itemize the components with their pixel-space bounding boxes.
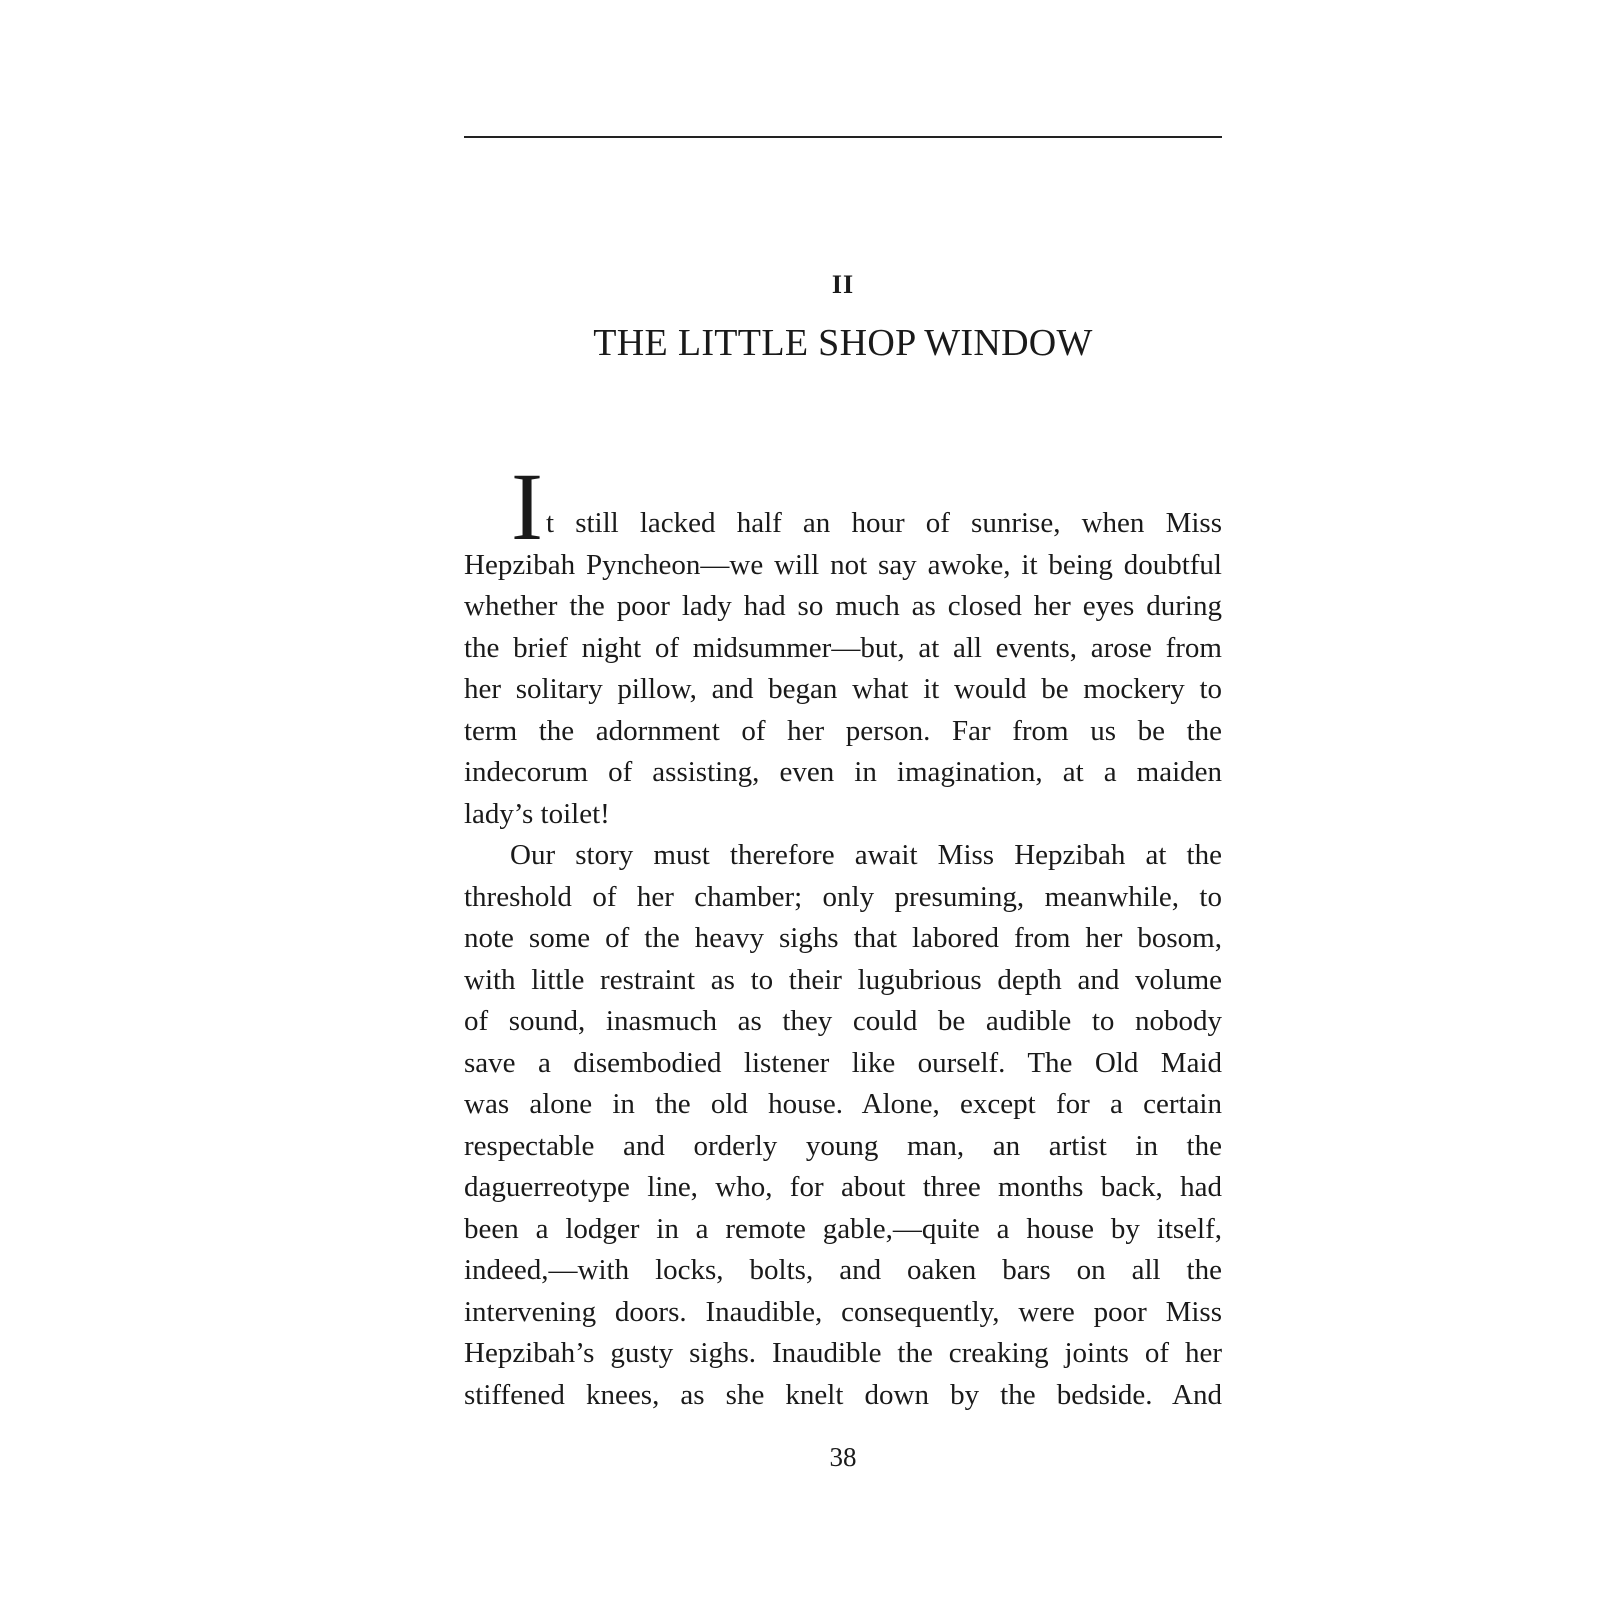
text-line: with little restraint as to their lugubrious depth and volume [464,963,1222,996]
text-line: daguerreotype line, who, for about three months back, had [464,1171,1222,1203]
text-line: of sound, inasmuch as they could be audible to nobody [464,1005,1222,1037]
body-text [464,453,1222,1416]
text-line: whether the poor lady had so much as closed her eyes during [464,590,1222,622]
text-line: indeed,—with locks, bolts, and oaken bars on all the [464,1254,1222,1286]
text-line: lady’s toilet! [464,797,610,830]
text-line: Hepzibah Pyncheon—we will not say awoke, it being doubtful [464,548,1222,581]
header-rule [464,136,1222,138]
text-line: the brief night of midsummer—but, at all events, arose from [464,631,1222,664]
text-line: threshold of her chamber; only presuming, meanwhile, to [464,880,1222,913]
text-line: note some of the heavy sighs that labored from her bosom, [464,922,1222,954]
text-line: term the adornment of her person. Far from us be the [464,714,1222,747]
chapter-title: THE LITTLE SHOP WINDOW [593,322,1093,364]
text-line: respectable and orderly young man, an artist in the [464,1129,1222,1162]
text-line: save a disembodied listener like ourself. The Old Maid [464,1046,1222,1079]
text-line: been a lodger in a remote gable,—quite a house by itself, [464,1212,1222,1245]
drop-cap: I [511,453,543,560]
text-line: Our story must therefore await Miss Hepzibah at the [510,839,1222,871]
text-line: intervening doors. Inaudible, consequently, were poor Miss [464,1295,1222,1328]
text-line: stiffened knees, as she knelt down by the bedside. And [464,1378,1222,1411]
text-line: t still lacked half an hour of sunrise, when Miss [546,507,1222,539]
text-line: Hepzibah’s gusty sighs. Inaudible the creaking joints of her [464,1337,1222,1369]
text-line: was alone in the old house. Alone, except for a certain [464,1088,1222,1120]
page-number: 38 [829,1442,857,1472]
chapter-number: II [831,270,855,299]
text-line: indecorum of assisting, even in imagination, at a maiden [464,756,1222,788]
text-line: her solitary pillow, and began what it would be mockery to [464,673,1222,705]
